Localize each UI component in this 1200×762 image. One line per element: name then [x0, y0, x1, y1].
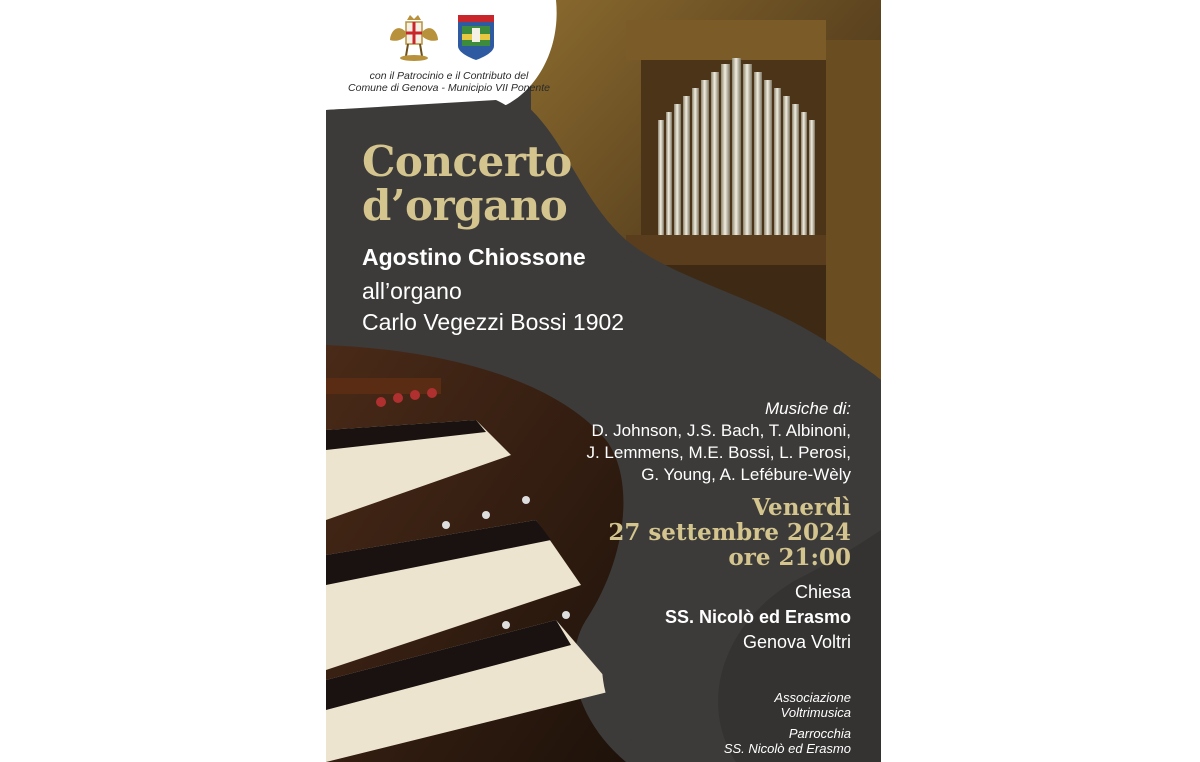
program-header: Musiche di: — [765, 399, 851, 418]
organizers-section — [531, 690, 851, 756]
instrument-line-1: all’organo — [362, 278, 462, 304]
venue-name: SS. Nicolò ed Erasmo — [664, 607, 851, 627]
concert-title — [362, 137, 662, 230]
title-line-2: d’organo — [362, 181, 568, 230]
concert-poster — [326, 0, 881, 762]
patronage-note — [334, 70, 564, 94]
title-line-1: Concerto — [362, 137, 572, 186]
venue-label: Chiesa — [794, 582, 851, 602]
composers-line-2: J. Lemmens, M.E. Bossi, L. Perosi, — [586, 443, 851, 462]
logos — [386, 12, 506, 68]
genova-coat-of-arms-icon — [390, 15, 438, 61]
organizer-1-line-1: Associazione — [774, 690, 851, 705]
instrument-line-2: Carlo Vegezzi Bossi 1902 — [362, 309, 625, 335]
date-section — [531, 495, 851, 570]
organizer-1-line-2: Voltrimusica — [780, 705, 851, 720]
organizer-2-line-1: Parrocchia — [788, 726, 851, 741]
venue-location: Genova Voltri — [742, 632, 851, 652]
program-section — [531, 398, 851, 486]
performer-name: Agostino Chiossone — [362, 244, 586, 270]
event-time: ore 21:00 — [728, 544, 851, 571]
event-date: 27 settembre 2024 — [608, 519, 851, 546]
organizer-2-line-2: SS. Nicolò ed Erasmo — [723, 741, 851, 756]
event-day: Venerdì — [752, 494, 851, 521]
municipio-crest-icon — [458, 15, 494, 60]
patronage-line-1: con il Patrocinio e il Contributo del — [369, 70, 529, 82]
composers-line-3: G. Young, A. Lefébure-Wèly — [641, 465, 851, 484]
composers-line-1: D. Johnson, J.S. Bach, T. Albinoni, — [591, 421, 851, 440]
venue-section — [531, 580, 851, 655]
patronage-line-2: Comune di Genova - Municipio VII Ponente — [348, 82, 550, 94]
